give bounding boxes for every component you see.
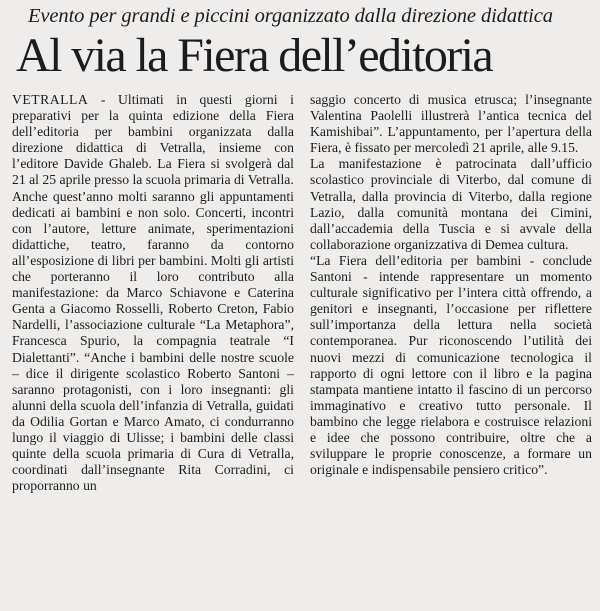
article-column-1	[12, 92, 294, 494]
article-headline: Al via la Fiera dell’editoria	[16, 29, 493, 82]
article-column-2	[310, 92, 592, 494]
article-paragraph: La manifestazione è patrocinata dall’ufficio scolastico provinciale di Viterbo, dal comune di Vetralla, dalla provincia di Viterbo, dalla regione Lazio, dalla comunità montana dei Cimini, dall’accademia della Tuscia e si avvale della collaborazione organizzativa di Demea cultura.	[310, 156, 592, 252]
article-body	[12, 92, 590, 494]
article-paragraph	[12, 92, 294, 189]
article-lead-text: - Ultimati in questi giorni i preparativi per la quinta edizione della Fiera dell’editoria per bambini organizzata dalla direzione didattica di Vetralla, insieme con l’editore Davide Ghaleb. La Fiera si svolgerà dal 21 al 25 aprile presso la scuola primaria di Vetralla.	[12, 92, 294, 188]
article-paragraph: “La Fiera dell’editoria per bambini - conclude Santoni - intende rappresentare un momento culturale significativo per l’intera città offrendo, a genitori e insegnanti, l’occasione per riflettere sull’importanza della lettura nella società contemporanea. Pur riconoscendo l’utilità dei nuovi mezzi di comunicazione tecnologica il rapporto di ogni lettore con il libro e la pagina stampata mantiene intatto il fascino di un percorso immaginativo e creativo tutto personale. Il bambino che legge rielabora e costruisce relazioni e idee che possono contribuire, oltre che a sviluppare le proprie conoscenze, a formare un originale e indispensabile pensiero critico”.	[310, 252, 592, 478]
article-paragraph: saggio concerto di musica etrusca; l’insegnante Valentina Paolelli illustrerà l’antica tecnica del Kamishibai”. L’appuntamento, per l’apertura della Fiera, è fissato per mercoledì 21 aprile, alle 9.15.	[310, 92, 592, 156]
dateline: VETRALLA	[12, 92, 89, 107]
article-kicker: Evento per grandi e piccini organizzato dalla direzione didattica	[28, 5, 553, 27]
article-paragraph: Anche quest’anno molti saranno gli appuntamenti dedicati ai bambini e non solo. Concerti, incontri con l’autore, letture animate, sperimentazioni didattiche, teatro, faranno da contorno all’esposizione di libri per bambini. Molti gli artisti che porteranno il loro contributo alla manifestazione: da Marco Schiavone e Caterina Genta a Giacomo Rosselli, Roberto Creton, Fabio Nardelli, l’associazione culturale “La Metaphora”, Francesca Spurio, la compagnia teatrale “I Dialettanti”. “Anche i bambini delle nostre scuole – dice il dirigente scolastico Roberto Santoni – saranno protagonisti, con i loro insegnanti: gli alunni della scuola dell’infanzia di Vetralla, guidati da Odilia Gortan e Marco Amato, ci condurranno lungo il viaggio di Ulisse; i bambini delle classi quinte della scuola primaria di Cura di Vetralla, coordinati dall’insegnante Rita Corradini, ci proporranno un	[12, 188, 294, 494]
